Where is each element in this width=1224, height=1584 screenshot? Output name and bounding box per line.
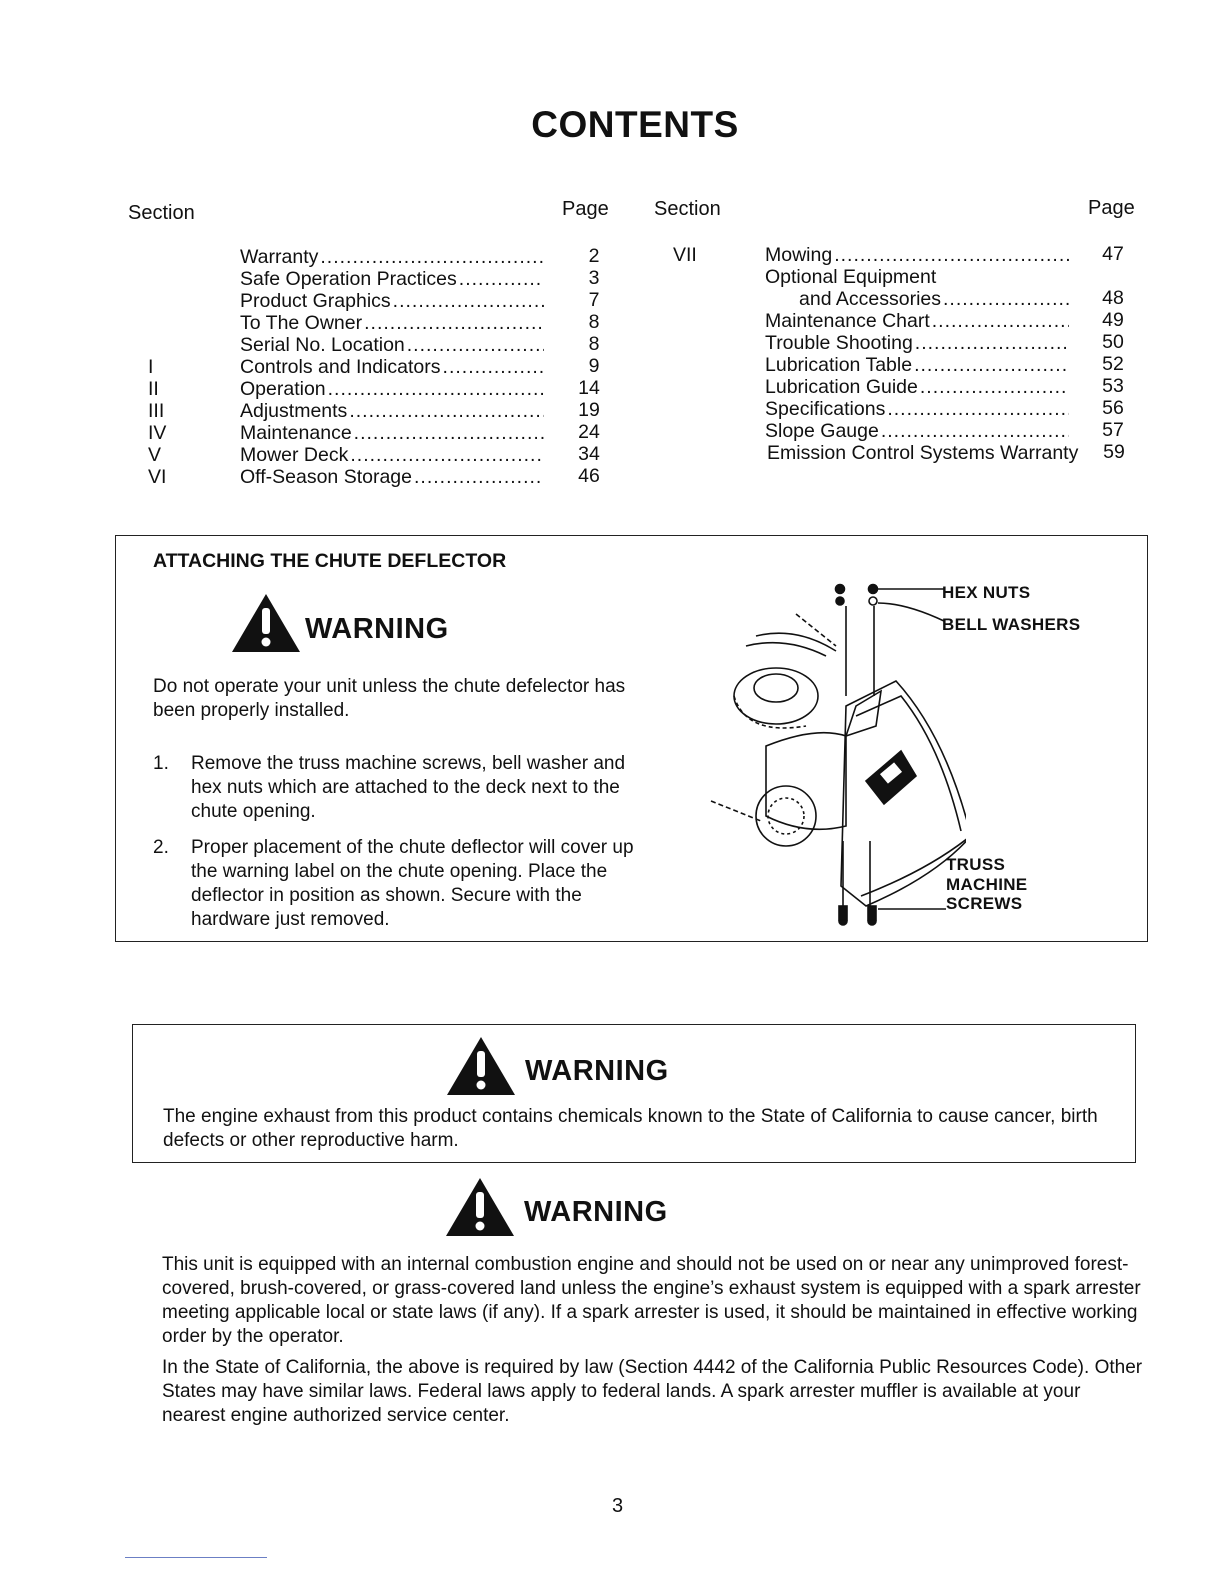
toc-entry-label: To The Owner <box>240 312 363 334</box>
toc-page-header-left: Page <box>562 198 609 220</box>
toc-entry-page: 19 <box>578 399 600 421</box>
spark-warning-paragraph-1: This unit is equipped with an internal combustion engine and should not be used on or near any unimproved forest-covered, brush-covered, or grass-covered land unless the engine’s exhaust system is equipped with a spark arrester meeting applicable local or state laws (if any). If a spark arrester is used, it should be maintained in effective working order by the operator. <box>162 1254 1141 1347</box>
toc-entry-page: 7 <box>588 289 600 311</box>
warning-label: WARNING <box>305 612 449 645</box>
warning-label: WARNING <box>524 1195 668 1228</box>
toc-entry-label[interactable]: Optional Equipment <box>765 266 937 288</box>
toc-entry-page: 49 <box>1102 309 1124 331</box>
toc-entry[interactable] <box>240 422 546 444</box>
toc-page-header-right: Page <box>1088 197 1135 219</box>
toc-entry-page: 47 <box>1102 243 1124 265</box>
chute-deflector-illustration <box>706 576 966 926</box>
callout-hex-nuts: HEX NUTS <box>942 583 1031 602</box>
toc-entry-page: 34 <box>578 443 600 465</box>
toc-entry[interactable] <box>765 354 1071 376</box>
toc-entry-label: Mower Deck <box>240 444 349 466</box>
chute-warning-header <box>230 592 449 654</box>
step-text: Remove the truss machine screws, bell washer and hex nuts which are attached to the deck next to the chute opening. <box>191 753 626 822</box>
toc-section-numeral: VII <box>673 244 697 266</box>
toc-entry-page: 3 <box>588 267 600 289</box>
toc-entry-label: Adjustments <box>240 400 348 422</box>
toc-entry[interactable] <box>765 376 1071 398</box>
toc-entry-label: and Accessories <box>799 288 941 310</box>
toc-entry-label: Operation <box>240 378 326 400</box>
toc-entry-page: 2 <box>588 245 600 267</box>
step-number: 1. <box>153 753 169 774</box>
toc-entry-label: Specifications <box>765 398 886 420</box>
warning-triangle-icon <box>230 592 302 654</box>
toc-entry-page: 59 <box>1103 441 1125 463</box>
chute-heading: ATTACHING THE CHUTE DEFLECTOR <box>153 550 507 572</box>
callout-screws: SCREWS <box>946 894 1023 913</box>
page-number: 3 <box>612 1495 624 1517</box>
toc-section-numeral: I <box>148 356 154 378</box>
callout-truss: TRUSS <box>946 855 1006 874</box>
toc-entry[interactable] <box>240 378 546 400</box>
chute-deflector-box <box>115 535 1148 942</box>
toc-entry-label: Slope Gauge <box>765 420 879 442</box>
toc-section-numeral: II <box>148 378 159 400</box>
toc-entry[interactable] <box>765 398 1071 420</box>
toc-entry-label: Lubrication Guide <box>765 376 918 398</box>
toc-section-header-left: Section <box>128 202 195 224</box>
toc-entry-label: Off-Season Storage <box>240 466 412 488</box>
toc-entry-label: Mowing <box>765 244 833 266</box>
toc-entry-page: 46 <box>578 465 600 487</box>
toc-entry-page: 52 <box>1102 353 1124 375</box>
toc-entry[interactable] <box>240 268 546 290</box>
callout-machine: MACHINE <box>946 875 1028 894</box>
toc-entry[interactable] <box>240 444 546 466</box>
toc-entry[interactable] <box>765 310 1071 332</box>
toc-entry-page: 9 <box>588 355 600 377</box>
toc-entry[interactable] <box>765 332 1071 354</box>
toc-entry[interactable] <box>765 244 1071 266</box>
toc-entry-page: 24 <box>578 421 600 443</box>
spark-warning-header <box>444 1176 668 1238</box>
california-warning-header <box>445 1035 669 1097</box>
chute-intro-text: Do not operate your unit unless the chute defelector has been properly installed. <box>153 676 626 721</box>
toc-entry-page: 14 <box>578 377 600 399</box>
toc-entry[interactable] <box>240 356 546 378</box>
toc-entry-page: 8 <box>588 311 600 333</box>
toc-entry-page: 8 <box>588 333 600 355</box>
toc-entry-label: Warranty <box>240 246 319 268</box>
warning-label: WARNING <box>525 1054 669 1087</box>
warning-triangle-icon <box>445 1035 517 1097</box>
toc-entry[interactable] <box>240 312 546 334</box>
toc-entry[interactable] <box>240 400 546 422</box>
toc-entry[interactable] <box>240 334 546 356</box>
toc-entry-label: Serial No. Location <box>240 334 405 356</box>
toc-entry[interactable] <box>240 466 546 488</box>
toc-section-numeral: IV <box>148 422 167 444</box>
spark-warning-paragraph-2: In the State of California, the above is required by law (Section 4442 of the California Public Resources Code). Other States may have similar laws. Federal laws apply to federal lands. A spark arrester muffler is available at your nearest engine authorized service center. <box>162 1357 1143 1426</box>
toc-entry-page: 57 <box>1102 419 1124 441</box>
toc-entry-label: Maintenance Chart <box>765 310 930 332</box>
bottom-rule <box>125 1557 267 1558</box>
toc-section-header-right: Section <box>654 198 721 220</box>
toc-entry[interactable] <box>799 288 1071 310</box>
toc-entry-label: Safe Operation Practices <box>240 268 457 290</box>
toc-entry[interactable] <box>765 420 1071 442</box>
toc-entry-label: Trouble Shooting <box>765 332 913 354</box>
toc-section-numeral: III <box>148 400 165 422</box>
callout-bell-washers: BELL WASHERS <box>942 615 1081 634</box>
page-title: CONTENTS <box>531 104 739 145</box>
california-warning-text: The engine exhaust from this product contains chemicals known to the State of California to cause cancer, birth defects or other reproductive harm. <box>163 1106 1098 1151</box>
toc-section-numeral: V <box>148 444 162 466</box>
toc-entry-label: Lubrication Table <box>765 354 913 376</box>
california-warning-box <box>132 1024 1136 1163</box>
toc-entry-label[interactable]: Emission Control Systems Warranty <box>767 442 1079 464</box>
toc-entry-page: 50 <box>1102 331 1124 353</box>
warning-triangle-icon <box>444 1176 516 1238</box>
toc-entry-label: Controls and Indicators <box>240 356 441 378</box>
toc-entry-label: Maintenance <box>240 422 352 444</box>
toc-entry-label: Product Graphics <box>240 290 391 312</box>
toc-entry-page: 56 <box>1102 397 1124 419</box>
toc-section-numeral: VI <box>148 466 167 488</box>
toc-entry[interactable] <box>240 290 546 312</box>
step-number: 2. <box>153 837 169 858</box>
toc-entry-page: 48 <box>1102 287 1124 309</box>
toc-entry-page: 53 <box>1102 375 1124 397</box>
step-text: Proper placement of the chute deflector will cover up the warning label on the chute opening. Place the deflector in position as shown. Secure with the hardware just removed. <box>191 837 634 930</box>
toc-entry[interactable] <box>240 246 546 268</box>
